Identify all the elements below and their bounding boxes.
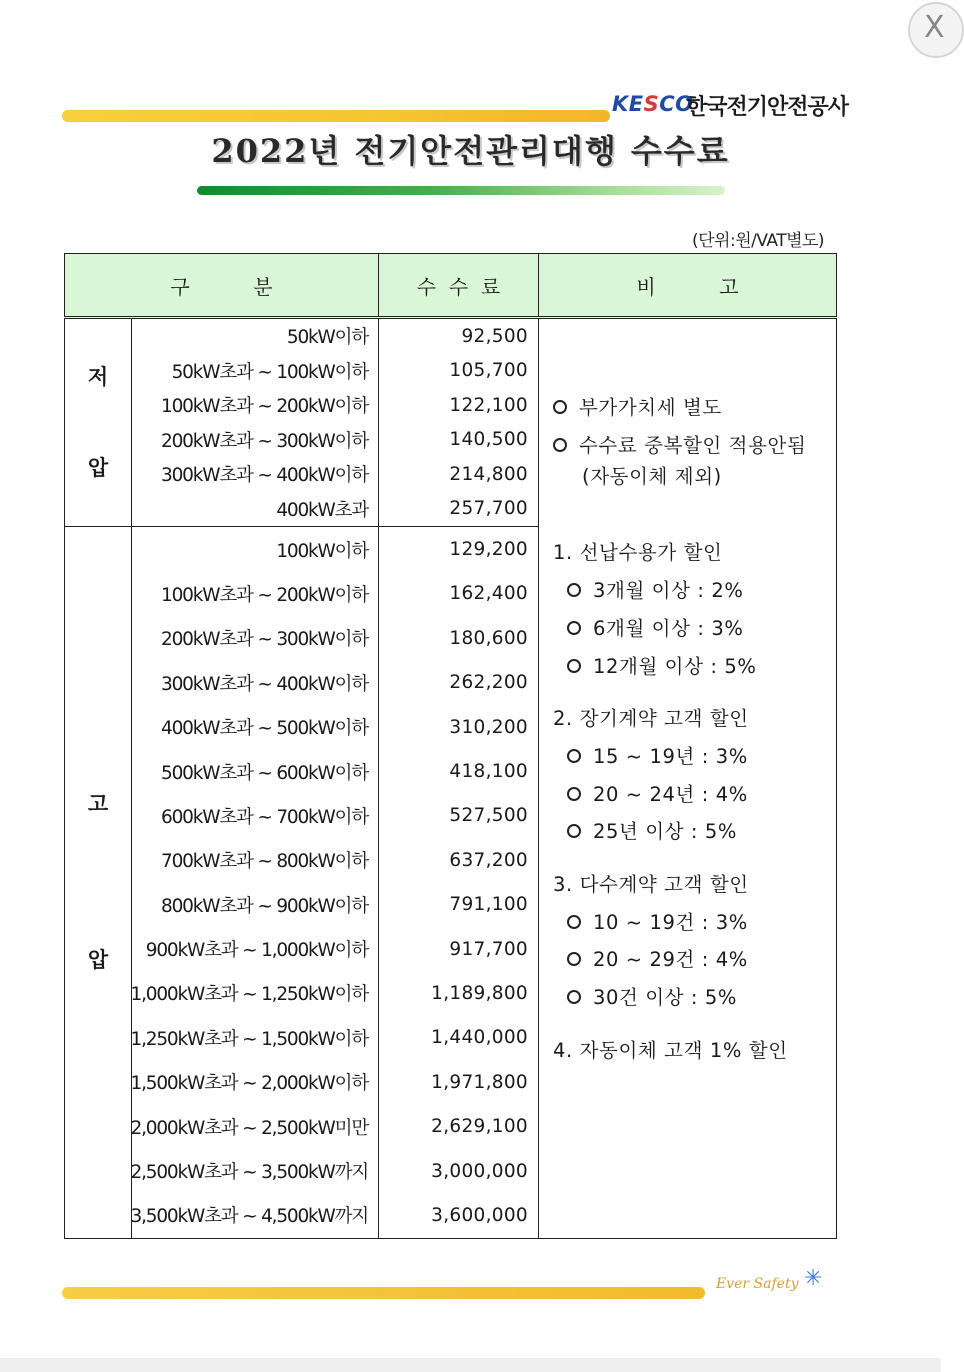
logo-brand: KESCO — [612, 92, 694, 116]
discount-3-item: 20 ~ 29건 : 4% — [567, 944, 748, 972]
list-item: 3,000,000 — [431, 1160, 528, 1182]
list-item: 917,700 — [449, 938, 528, 960]
list-item: 527,500 — [449, 805, 528, 827]
high-voltage-label: 고 압 — [65, 527, 132, 1239]
title-underline-bar — [197, 186, 725, 195]
high-voltage-fees — [379, 527, 539, 1239]
list-item: 418,100 — [449, 761, 528, 783]
list-item: 3,600,000 — [431, 1204, 528, 1226]
high-voltage-ranges — [132, 527, 379, 1239]
list-item: 900kW초과 ~ 1,000kW이하 — [145, 940, 368, 962]
list-item: 2,500kW초과 ~ 3,500kW까지 — [130, 1162, 368, 1184]
list-item: 700kW초과 ~ 800kW이하 — [161, 851, 368, 873]
list-item: 100kW초과 ~ 200kW이하 — [161, 584, 368, 606]
unit-note: (단위:원/VAT별도) — [692, 231, 825, 251]
close-icon: X — [924, 10, 945, 45]
list-item: 214,800 — [449, 463, 528, 485]
header-remarks: 비 고 — [539, 254, 837, 318]
discount-2-title: 2. 장기계약 고객 할인 — [553, 707, 749, 730]
discount-3-item: 10 ~ 19건 : 3% — [567, 907, 748, 935]
logo-org-name: 한국전기안전공사 — [686, 95, 849, 120]
list-item: 129,200 — [449, 539, 528, 561]
list-item: 1,500kW초과 ~ 2,000kW이하 — [130, 1073, 368, 1095]
list-item: 800kW초과 ~ 900kW이하 — [161, 895, 368, 917]
top-accent-bar — [62, 110, 610, 122]
low-voltage-ranges — [132, 318, 379, 527]
discount-2-item: 20 ~ 24년 : 4% — [567, 779, 748, 807]
list-item: 162,400 — [449, 583, 528, 605]
list-item: 100kW이하 — [276, 540, 368, 562]
list-item: 1,250kW초과 ~ 1,500kW이하 — [130, 1028, 368, 1050]
footer-strip — [0, 1358, 941, 1372]
note-no-double: 수수료 중복할인 적용안됨 — [553, 430, 806, 458]
low-voltage-label: 저 압 — [65, 318, 132, 527]
discount-1-title: 1. 선납수용가 할인 — [553, 541, 723, 564]
list-item: 200kW초과 ~ 300kW이하 — [161, 629, 368, 651]
list-item: 1,000kW초과 ~ 1,250kW이하 — [130, 984, 368, 1006]
discount-1-item: 3개월 이상 : 2% — [567, 575, 743, 603]
list-item: 791,100 — [449, 894, 528, 916]
note-vat: 부가가치세 별도 — [553, 392, 722, 420]
ever-safety-logo: Ever Safety — [716, 1276, 799, 1292]
remarks-cell — [539, 318, 837, 1239]
discount-4-title: 4. 자동이체 고객 1% 할인 — [553, 1039, 788, 1062]
list-item: 300kW초과 ~ 400kW이하 — [161, 673, 368, 695]
list-item: 140,500 — [449, 429, 528, 451]
bottom-accent-bar — [62, 1287, 705, 1299]
list-item: 600kW초과 ~ 700kW이하 — [161, 806, 368, 828]
list-item: 1,971,800 — [431, 1071, 528, 1093]
page-title: 2022년 전기안전관리대행 수수료 — [211, 132, 730, 170]
list-item: 310,200 — [449, 716, 528, 738]
list-item: 200kW초과 ~ 300kW이하 — [161, 430, 368, 452]
list-item: 637,200 — [449, 849, 528, 871]
list-item: 3,500kW초과 ~ 4,500kW까지 — [130, 1206, 368, 1228]
list-item: 2,000kW초과 ~ 2,500kW미만 — [130, 1117, 368, 1139]
discount-1-item: 12개월 이상 : 5% — [567, 651, 756, 679]
low-voltage-section — [65, 318, 837, 527]
header-category: 구 분 — [65, 254, 379, 318]
list-item: 180,600 — [449, 627, 528, 649]
list-item: 50kW이하 — [286, 327, 368, 349]
list-item: 400kW초과 — [276, 499, 368, 521]
list-item: 1,440,000 — [431, 1027, 528, 1049]
sparkle-icon: ✳ — [804, 1266, 823, 1291]
discount-2-item: 15 ~ 19년 : 3% — [567, 741, 748, 769]
list-item: 257,700 — [449, 498, 528, 520]
discount-1-item: 6개월 이상 : 3% — [567, 613, 743, 641]
list-item: 92,500 — [461, 325, 528, 347]
list-item: 50kW초과 ~ 100kW이하 — [171, 361, 368, 383]
list-item: 300kW초과 ~ 400kW이하 — [161, 465, 368, 487]
table-header-row — [65, 254, 837, 318]
close-button[interactable] — [908, 2, 964, 58]
list-item: 500kW초과 ~ 600kW이하 — [161, 762, 368, 784]
list-item: 2,629,100 — [431, 1116, 528, 1138]
header-fee: 수 수 료 — [379, 254, 539, 318]
fee-table — [64, 253, 837, 1239]
list-item: 100kW초과 ~ 200kW이하 — [161, 396, 368, 418]
list-item: 400kW초과 ~ 500kW이하 — [161, 718, 368, 740]
list-item: 105,700 — [449, 360, 528, 382]
discount-2-item: 25년 이상 : 5% — [567, 816, 737, 844]
discount-3-item: 30건 이상 : 5% — [567, 982, 737, 1010]
list-item: 1,189,800 — [431, 982, 528, 1004]
low-voltage-fees — [379, 318, 539, 527]
discount-3-title: 3. 다수계약 고객 할인 — [553, 873, 749, 896]
list-item: 262,200 — [449, 672, 528, 694]
list-item: 122,100 — [449, 394, 528, 416]
note-no-double-sub: (자동이체 제외) — [582, 465, 722, 488]
